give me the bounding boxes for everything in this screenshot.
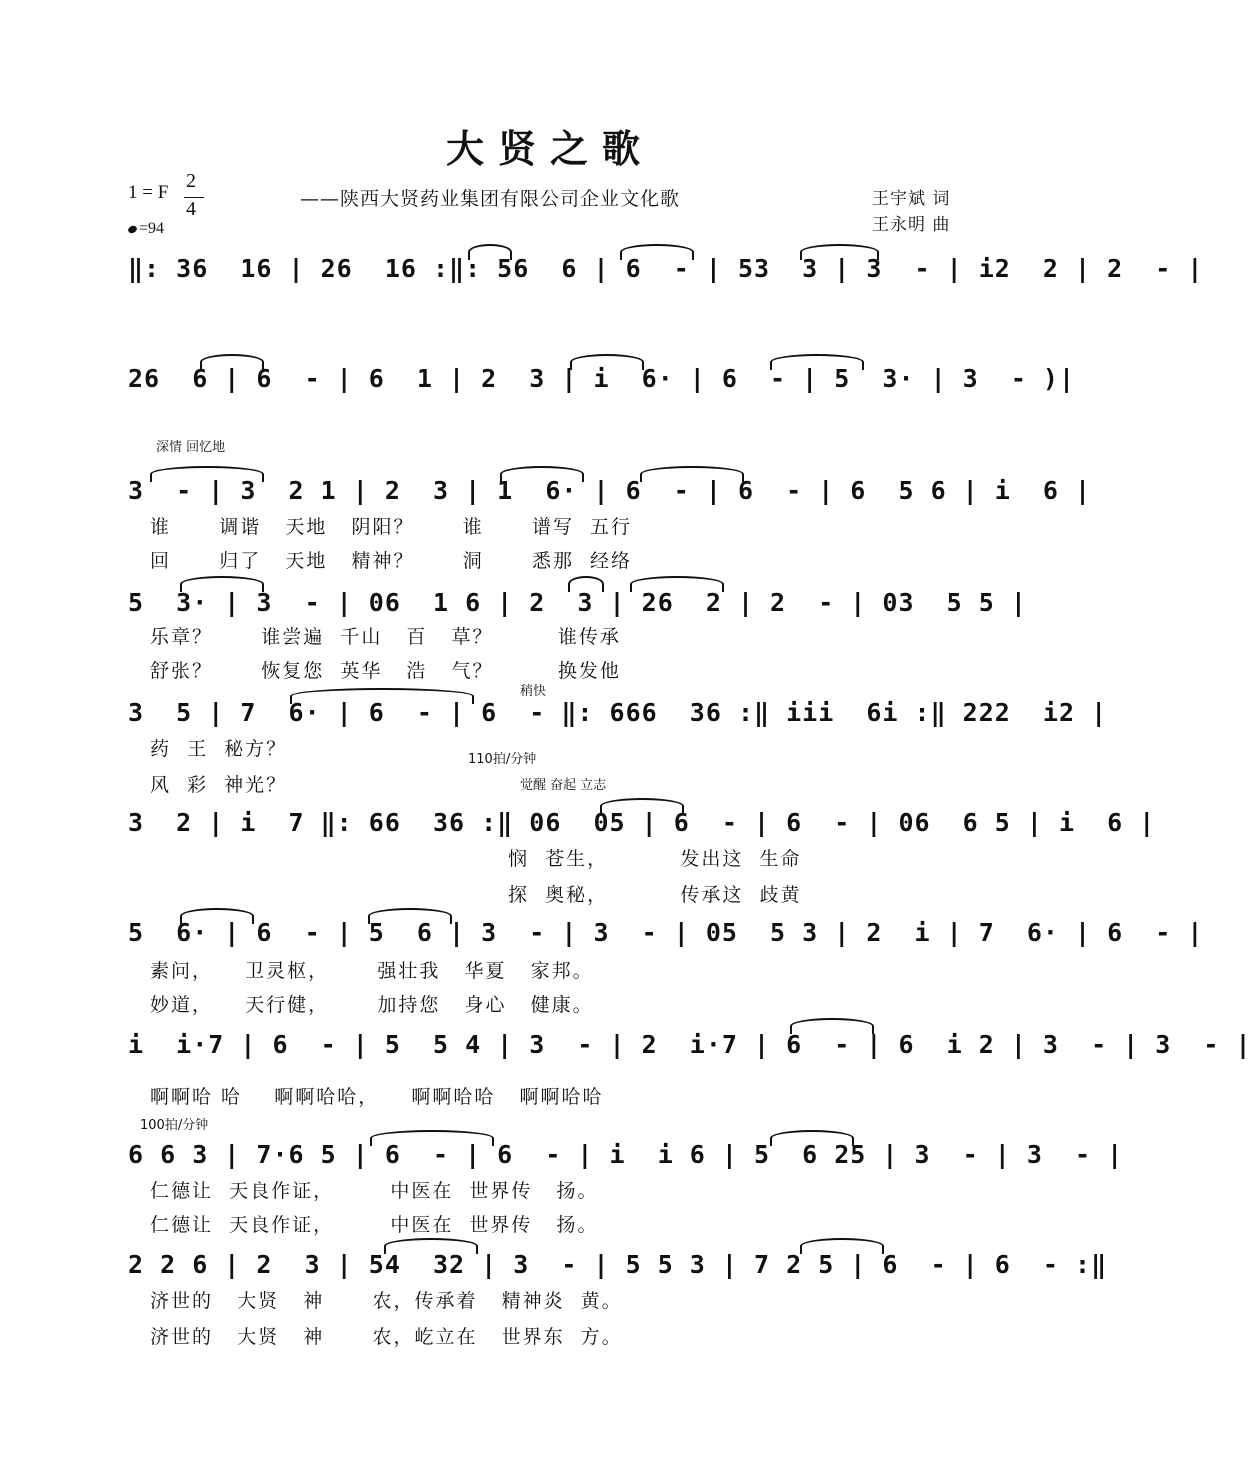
tempo-bpm-marking: 110拍/分钟	[468, 752, 537, 767]
lyric-line: 济世的 大贤 神 农，屹立在 世界东 方。	[150, 1326, 623, 1348]
time-signature-bottom: 4	[186, 198, 196, 220]
song-subtitle: ——陕西大贤药业集团有限公司企业文化歌	[300, 188, 681, 210]
tempo-bpm-marking: 100拍/分钟	[140, 1118, 209, 1133]
lyric-line: 回 归了 天地 精神？ 洞 悉那 经络	[150, 550, 633, 572]
score-line-3: 3 - | 3 2 1 | 2 3 | 1 6· | 6 - | 6 - | 6 5 6 | i 6 |	[128, 476, 1092, 505]
score-line-6: 3 2 | i 7 ‖: 66 36 :‖ 06 05 | 6 - | 6 - | 06 6 5 | i 6 |	[128, 808, 1156, 837]
tempo-change-marking: 稍快	[520, 684, 547, 699]
lyric-line: 仁德让 天良作证， 中医在 世界传 扬。	[150, 1180, 599, 1202]
tempo-value: =94	[139, 220, 165, 237]
score-line-1: ‖: 36 16 | 26 16 :‖: 56 6 | 6 - | 53 3 | 3 - | i2 2 | 2 - |	[128, 254, 1204, 283]
score-line-7: 5 6· | 6 - | 5 6 | 3 - | 3 - | 05 5 3 | 2 i | 7 6· | 6 - |	[128, 918, 1204, 947]
lyric-line: 素问， 卫灵枢， 强壮我 华夏 家邦。	[150, 960, 594, 982]
quarter-note-icon	[127, 224, 138, 234]
expression-marking: 深情 回忆地	[156, 440, 226, 455]
expression-marking: 觉醒 奋起 立志	[520, 778, 607, 793]
score-line-8: i i·7 | 6 - | 5 5 4 | 3 - | 2 i·7 | 6 - | 6 i 2 | 3 - | 3 - |	[128, 1030, 1252, 1059]
lyric-line: 啊啊哈 哈 啊啊哈哈， 啊啊哈哈 啊啊哈哈	[150, 1086, 604, 1108]
score-line-9: 6 6 3 | 7·6 5 | 6 - | 6 - | i i 6 | 5 6 25 | 3 - | 3 - |	[128, 1140, 1124, 1169]
score-line-5: 3 5 | 7 6· | 6 - | 6 - ‖: 666 36 :‖ iii 6i :‖ 222 i2 |	[128, 698, 1108, 727]
score-line-10: 2 2 6 | 2 3 | 54 32 | 3 - | 5 5 3 | 7 2 5 | 6 - | 6 - :‖	[128, 1250, 1108, 1279]
lyric-line: 舒张？ 恢复您 英华 浩 气？ 换发他	[150, 660, 621, 682]
lyric-line: 乐章？ 谁尝遍 千山 百 草？ 谁传承	[150, 626, 621, 648]
lyric-line: 谁 调谐 天地 阴阳？ 谁 谱写 五行	[150, 516, 633, 538]
lyric-line: 妙道， 天行健， 加持您 身心 健康。	[150, 994, 594, 1016]
tempo-marking	[128, 220, 164, 238]
lyric-line: 风 彩 神光？	[150, 774, 288, 796]
composer-credit: 王永明 曲	[872, 215, 951, 235]
lyric-line: 药 王 秘方？	[150, 738, 288, 760]
lyric-line: 悯 苍生， 发出这 生命	[508, 848, 802, 870]
score-line-4: 5 3· | 3 - | 06 1 6 | 2 3 | 26 2 | 2 - | 03 5 5 |	[128, 588, 1027, 617]
song-title: 大贤之歌	[445, 126, 654, 171]
lyric-line: 仁德让 天良作证， 中医在 世界传 扬。	[150, 1214, 599, 1236]
key-signature: 1 = F	[128, 182, 169, 203]
score-line-2: 26 6 | 6 - | 6 1 | 2 3 | i 6· | 6 - | 5 3· | 3 - )|	[128, 364, 1076, 393]
lyricist-credit: 王宇斌 词	[872, 189, 951, 209]
lyric-line: 济世的 大贤 神 农，传承着 精神炎 黄。	[150, 1290, 623, 1312]
lyric-line: 探 奥秘， 传承这 歧黄	[508, 884, 802, 906]
time-signature-top: 2	[186, 170, 196, 192]
